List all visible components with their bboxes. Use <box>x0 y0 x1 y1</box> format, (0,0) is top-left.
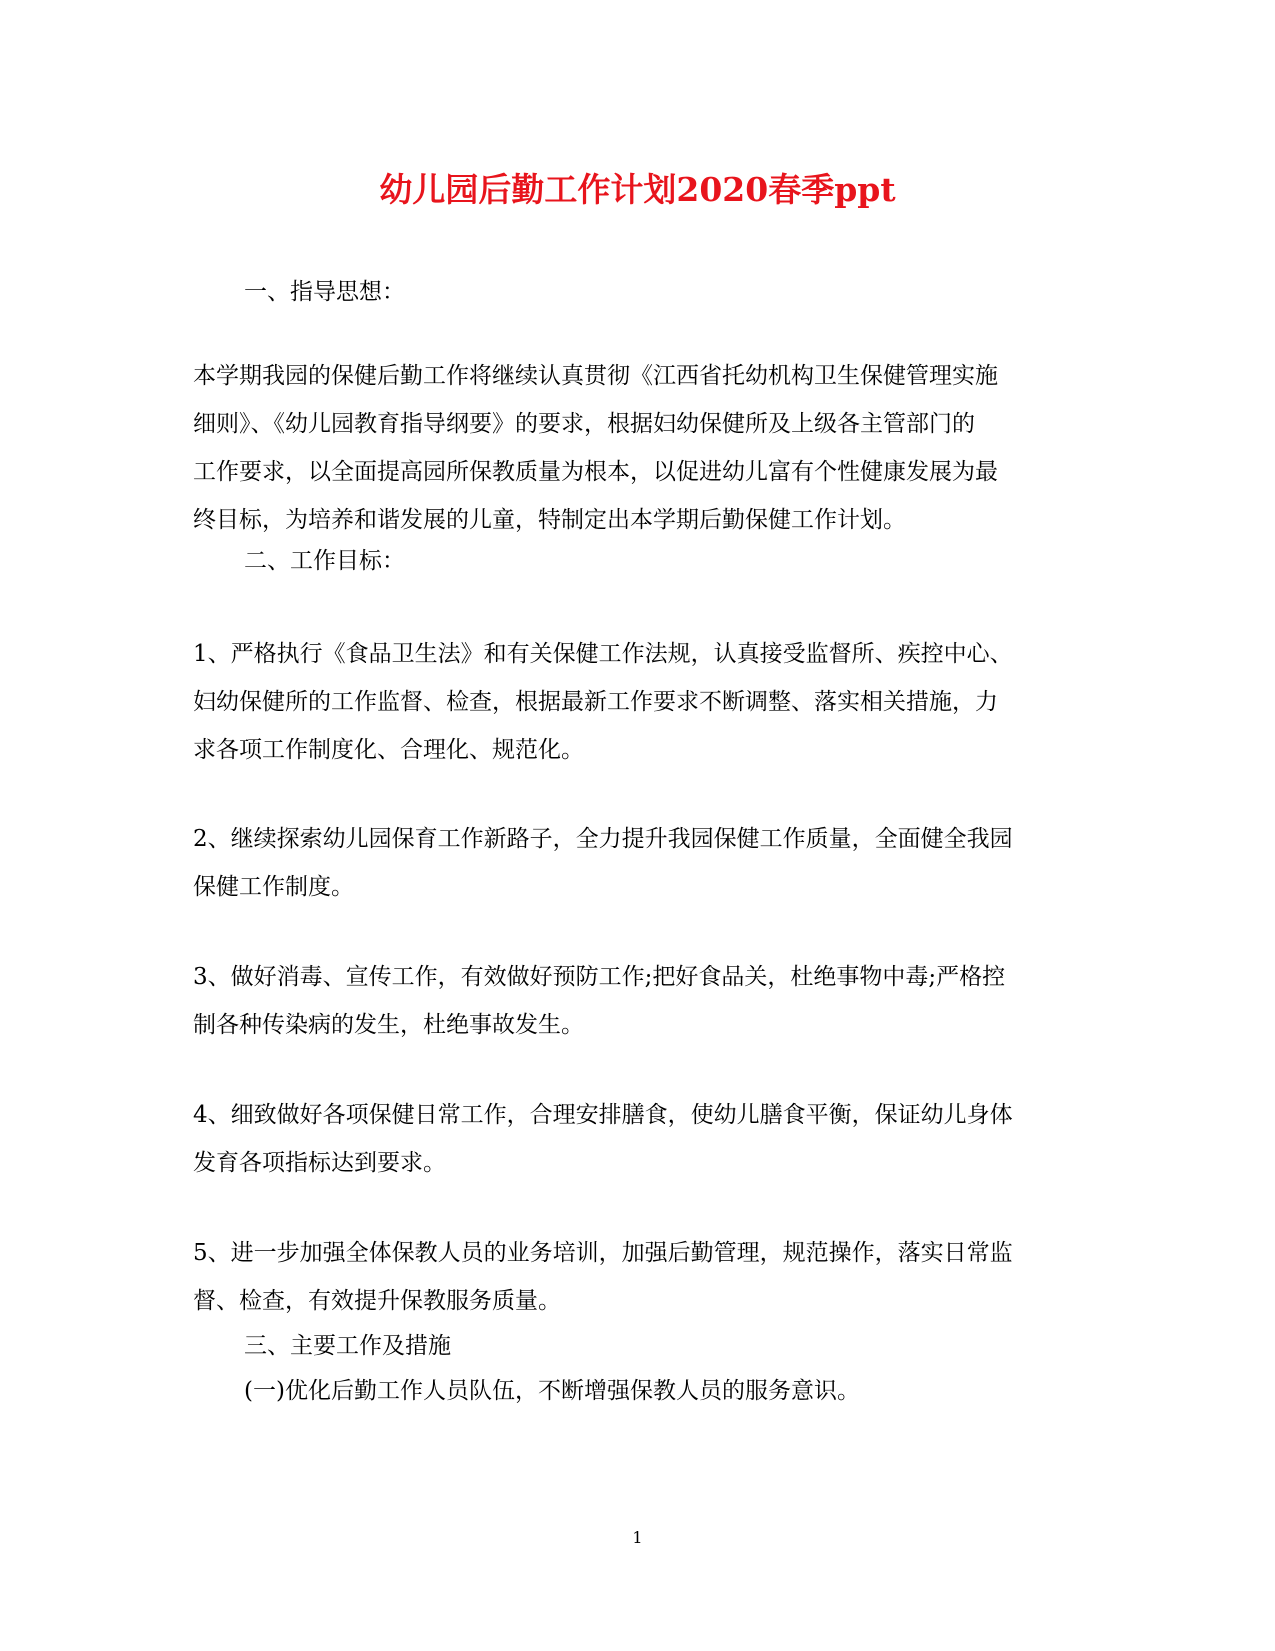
paragraph-line: 督、检查，有效提升保教服务质量。 <box>193 1288 561 1314</box>
goal-item-1 <box>193 630 1083 774</box>
paragraph-line: 3、做好消毒、宣传工作，有效做好预防工作;把好食品关，杜绝事物中毒;严格控 <box>193 964 1006 990</box>
heading-text: 二、工作目标： <box>244 548 405 574</box>
goal-item-2 <box>193 815 1083 911</box>
paragraph-line: 妇幼保健所的工作监督、检查，根据最新工作要求不断调整、落实相关措施，力 <box>193 689 998 715</box>
heading-text: 一、指导思想： <box>244 279 405 305</box>
heading-text: (一)优化后勤工作人员队伍，不断增强保教人员的服务意识。 <box>244 1378 860 1404</box>
intro-paragraph <box>193 352 1083 544</box>
goal-item-3 <box>193 953 1083 1049</box>
section-heading-guiding-ideology <box>244 268 1134 316</box>
heading-text: 三、主要工作及措施 <box>244 1333 451 1359</box>
page-number: 1 <box>632 1528 643 1547</box>
paragraph-line: 本学期我园的保健后勤工作将继续认真贯彻《江西省托幼机构卫生保健管理实施 <box>193 363 998 389</box>
paragraph-line: 1、严格执行《食品卫生法》和有关保健工作法规，认真接受监督所、疾控中心、 <box>193 641 1013 667</box>
paragraph-line: 4、细致做好各项保健日常工作，合理安排膳食，使幼儿膳食平衡，保证幼儿身体 <box>193 1102 1013 1128</box>
paragraph-line: 工作要求，以全面提高园所保教质量为根本，以促进幼儿富有个性健康发展为最 <box>193 459 998 485</box>
paragraph-line: 发育各项指标达到要求。 <box>193 1150 446 1176</box>
paragraph-line: 终目标，为培养和谐发展的儿童，特制定出本学期后勤保健工作计划。 <box>193 507 906 533</box>
paragraph-line: 5、进一步加强全体保教人员的业务培训，加强后勤管理，规范操作，落实日常监 <box>193 1240 1013 1266</box>
paragraph-line: 求各项工作制度化、合理化、规范化。 <box>193 737 584 763</box>
subsection-heading-1 <box>244 1367 1134 1415</box>
paragraph-line: 2、继续探索幼儿园保育工作新路子，全力提升我园保健工作质量，全面健全我园 <box>193 826 1013 852</box>
section-heading-work-goals <box>244 537 1134 585</box>
goal-item-5 <box>193 1229 1083 1325</box>
goal-item-4 <box>193 1091 1083 1187</box>
page-title: 幼儿园后勤工作计划2020春季ppt <box>379 170 896 209</box>
paragraph-line: 保健工作制度。 <box>193 874 354 900</box>
section-heading-main-work <box>244 1322 1134 1370</box>
paragraph-line: 细则》、《幼儿园教育指导纲要》的要求，根据妇幼保健所及上级各主管部门的 <box>193 411 975 437</box>
paragraph-line: 制各种传染病的发生，杜绝事故发生。 <box>193 1012 584 1038</box>
